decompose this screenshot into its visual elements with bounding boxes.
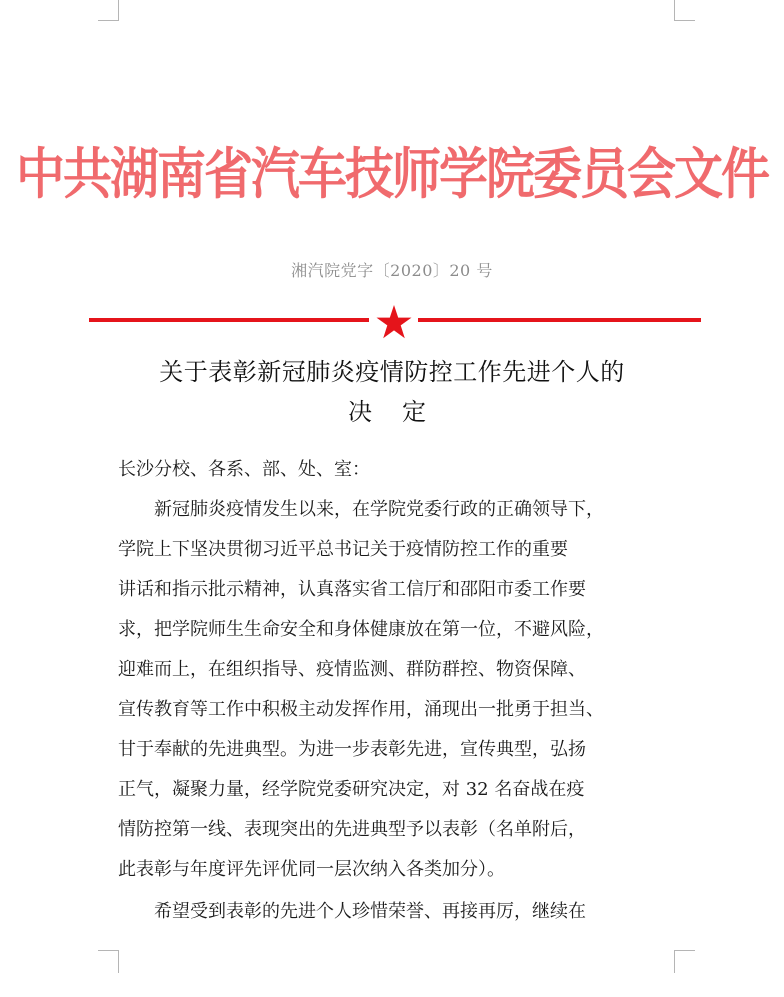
red-rule-right	[418, 318, 701, 322]
page-corner-mark-bottom-right	[674, 950, 695, 973]
paragraph-1-line: 求，把学院师生生命安全和身体健康放在第一位，不避风险，	[118, 619, 604, 640]
document-title-line-1: 关于表彰新冠肺炎疫情防控工作先进个人的	[159, 358, 625, 386]
document-number: 湘汽院党字〔2020〕20 号	[291, 261, 493, 280]
page-corner-mark-top-left	[98, 0, 119, 21]
page-corner-mark-bottom-left	[98, 950, 119, 973]
paragraph-1-line: 迎难而上，在组织指导、疫情监测、群防群控、物资保障、	[118, 659, 586, 680]
paragraph-1-line: 宣传教育等工作中积极主动发挥作用，涌现出一批勇于担当、	[118, 699, 604, 720]
paragraph-1-line: 甘于奉献的先进典型。为进一步表彰先进，宣传典型，弘扬	[118, 739, 586, 760]
paragraph-1-line: 学院上下坚决贯彻习近平总书记关于疫情防控工作的重要	[118, 539, 568, 560]
paragraph-2-line: 希望受到表彰的先进个人珍惜荣誉、再接再厉，继续在	[118, 901, 586, 922]
paragraph-1-line: 新冠肺炎疫情发生以来，在学院党委行政的正确领导下，	[118, 499, 604, 520]
star-icon	[376, 305, 412, 339]
paragraph-1-line: 情防控第一线、表现突出的先进典型予以表彰（名单附后，	[118, 819, 586, 840]
red-rule-left	[89, 318, 369, 322]
paragraph-1-line: 正气，凝聚力量，经学院党委研究决定，对 32 名奋战在疫	[118, 779, 585, 800]
page-corner-mark-top-right	[674, 0, 695, 21]
paragraph-1-line: 此表彰与年度评先评优同一层次纳入各类加分）。	[118, 859, 505, 880]
document-title-line-2: 决定	[348, 398, 456, 426]
paragraph-1-line: 讲话和指示批示精神，认真落实省工信厅和邵阳市委工作要	[118, 579, 586, 600]
red-header-title: 中共湖南省汽车技师学院委员会文件	[15, 142, 768, 207]
salutation: 长沙分校、各系、部、处、室：	[118, 459, 370, 480]
